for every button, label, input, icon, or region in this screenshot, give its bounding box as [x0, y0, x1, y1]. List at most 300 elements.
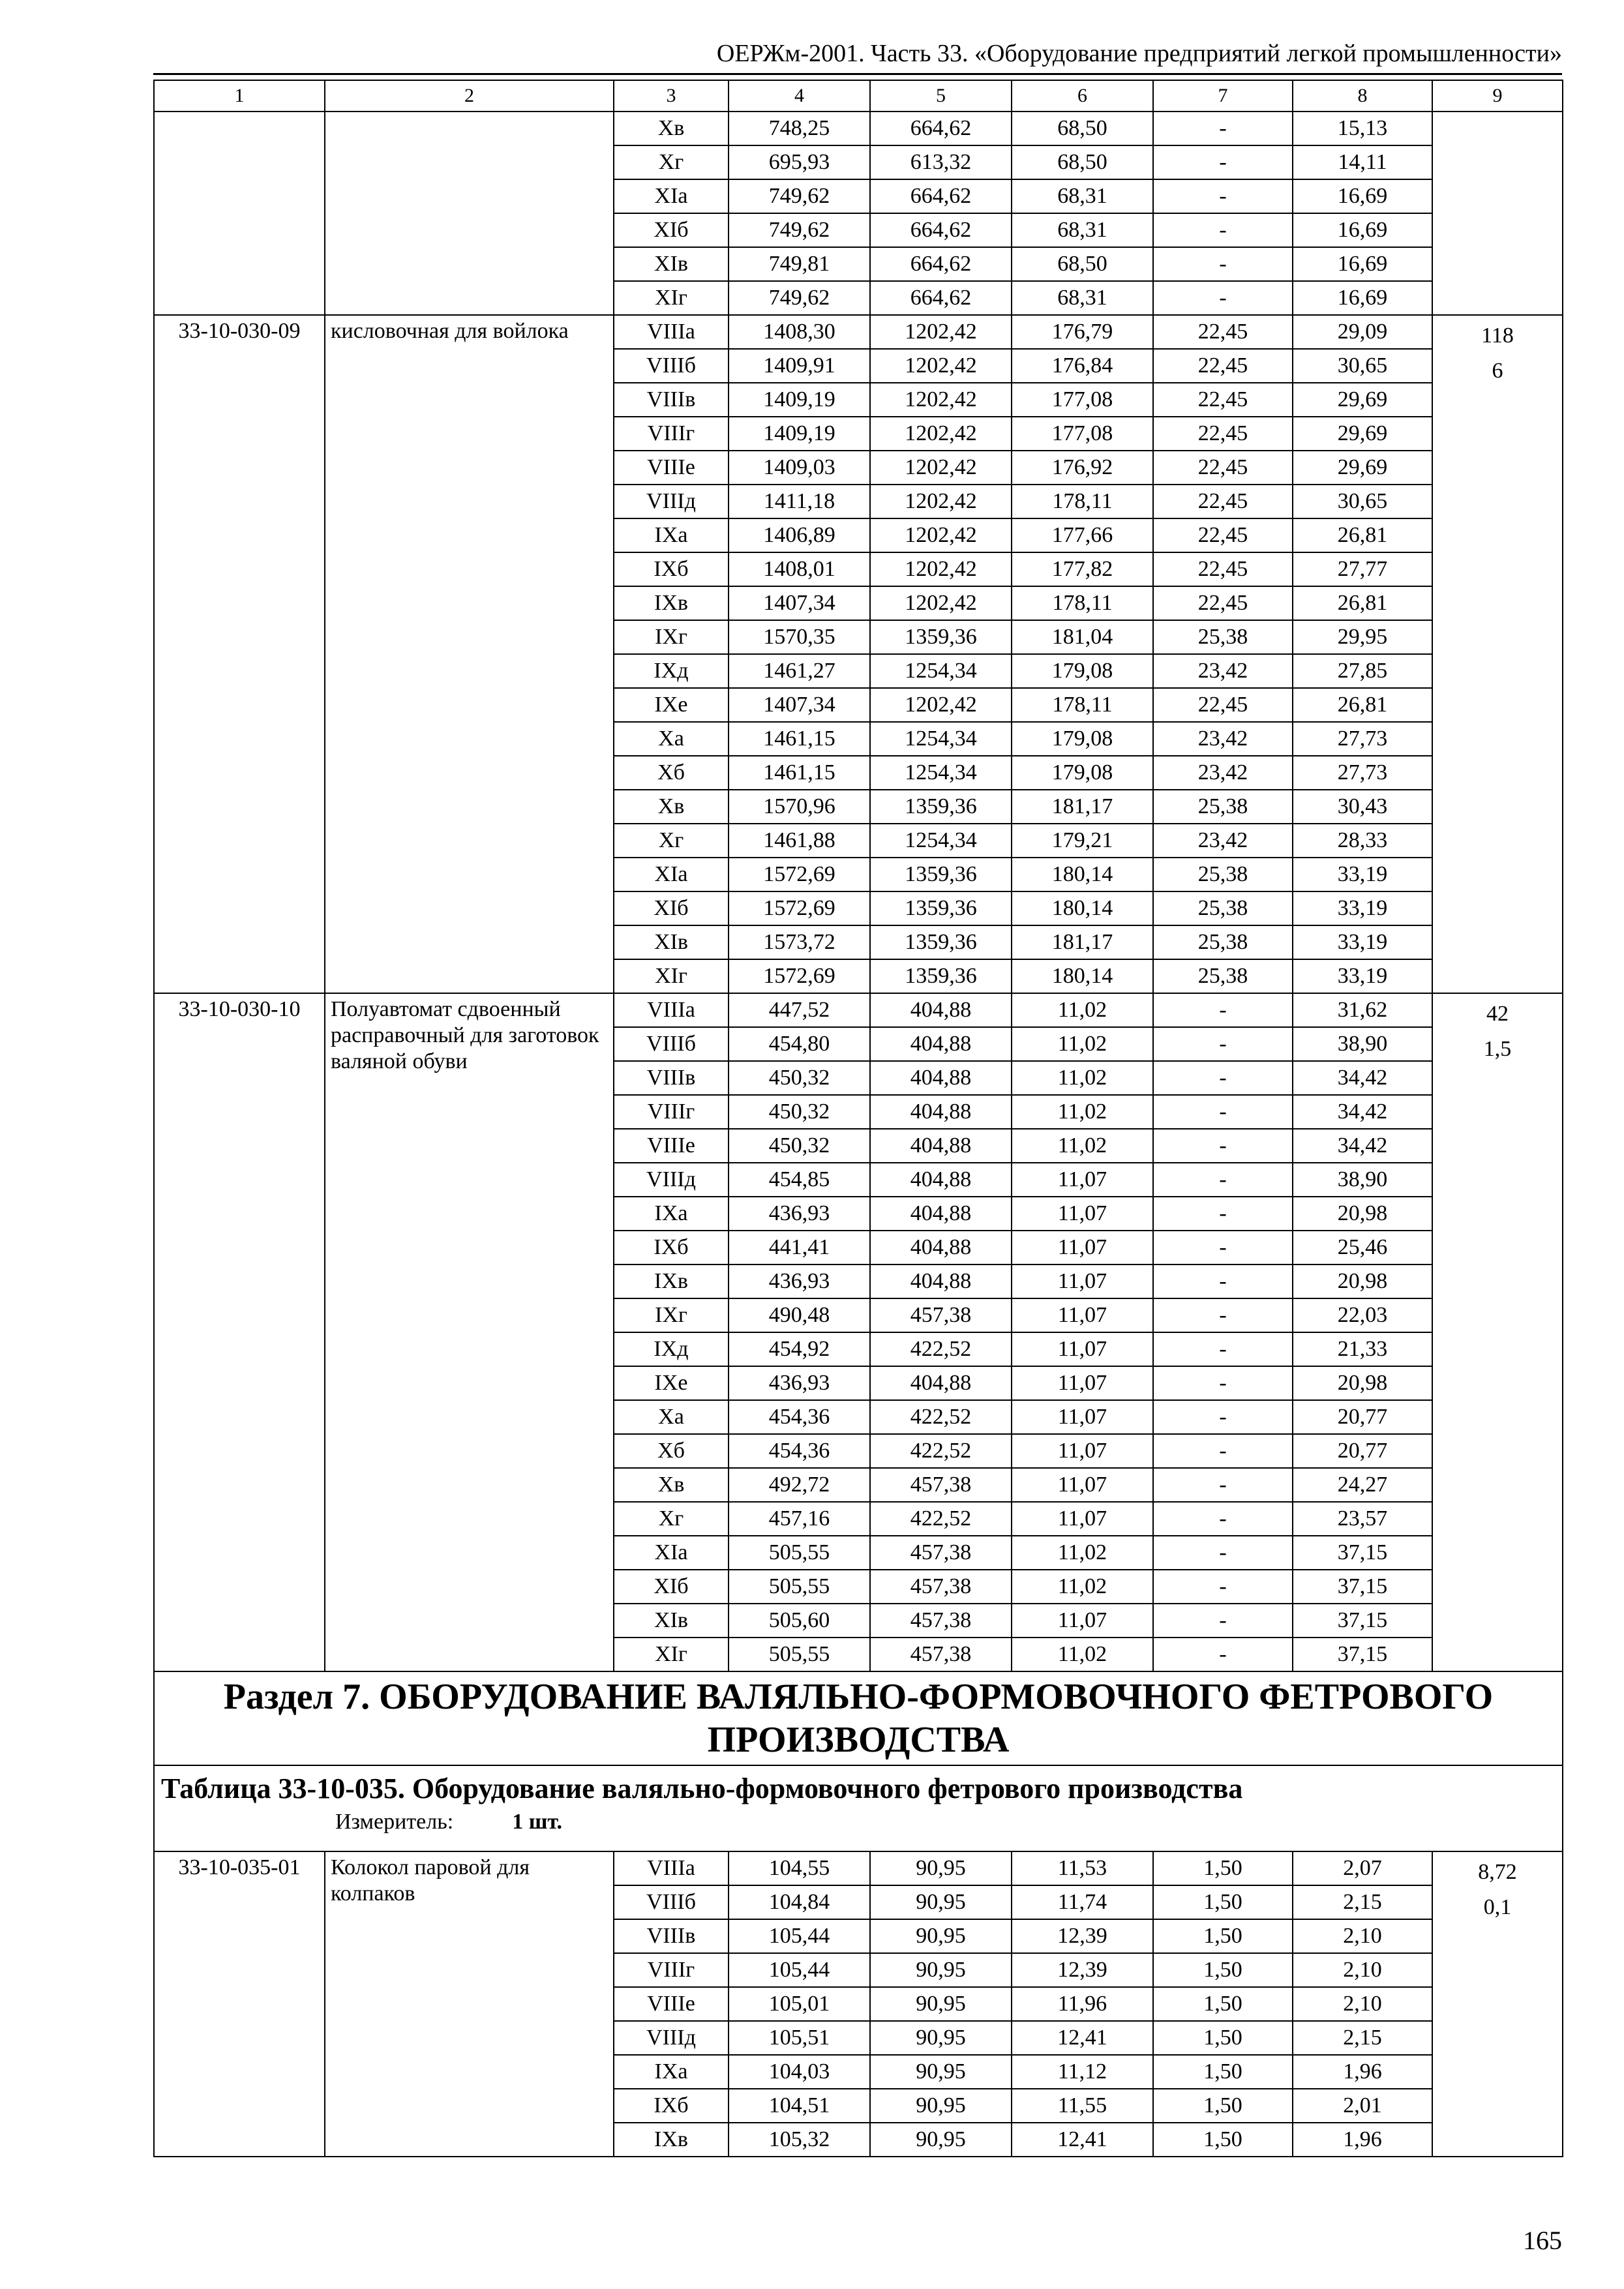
value-cell: 27,73 [1293, 722, 1432, 756]
value-cell: 11,96 [1012, 1987, 1153, 2021]
column-9-value: 1,5 [1483, 1037, 1512, 1061]
value-cell: - [1153, 1027, 1293, 1061]
value-cell: 11,07 [1012, 1604, 1153, 1638]
column-number: 1 [154, 80, 325, 112]
zone-code: VIIIе [614, 1129, 729, 1163]
value-cell: 11,02 [1012, 1095, 1153, 1129]
value-cell: 749,62 [729, 281, 870, 315]
value-cell: 68,31 [1012, 179, 1153, 213]
value-cell: 457,16 [729, 1502, 870, 1536]
value-cell: 11,55 [1012, 2089, 1153, 2123]
value-cell: 454,36 [729, 1434, 870, 1468]
value-cell: 1408,30 [729, 315, 870, 349]
value-cell: - [1153, 1163, 1293, 1197]
value-cell: 404,88 [870, 1027, 1012, 1061]
value-cell: 37,15 [1293, 1638, 1432, 1671]
value-cell: 1359,36 [870, 790, 1012, 824]
value-cell: 90,95 [870, 2089, 1012, 2123]
zone-code: IXе [614, 1366, 729, 1400]
value-cell: 25,46 [1293, 1231, 1432, 1264]
column-9-values [1432, 112, 1563, 315]
value-cell: 38,90 [1293, 1163, 1432, 1197]
value-cell: 16,69 [1293, 247, 1432, 281]
value-cell: 22,45 [1153, 417, 1293, 451]
value-cell: 1572,69 [729, 891, 870, 925]
zone-code: VIIIд [614, 1163, 729, 1197]
column-number: 4 [729, 80, 870, 112]
value-cell: 22,03 [1293, 1298, 1432, 1332]
value-cell: 11,07 [1012, 1400, 1153, 1434]
value-cell: 23,42 [1153, 722, 1293, 756]
zone-code: VIIIб [614, 1027, 729, 1061]
value-cell: 2,01 [1293, 2089, 1432, 2123]
value-cell: 90,95 [870, 2055, 1012, 2089]
value-cell: 450,32 [729, 1061, 870, 1095]
zone-code: VIIIв [614, 1919, 729, 1953]
value-cell: 22,45 [1153, 349, 1293, 383]
zone-code: Хв [614, 1468, 729, 1502]
value-cell: 22,45 [1153, 586, 1293, 620]
value-cell: 505,55 [729, 1638, 870, 1671]
value-cell: - [1153, 1298, 1293, 1332]
value-cell: 1407,34 [729, 586, 870, 620]
value-cell: 11,07 [1012, 1434, 1153, 1468]
value-cell: 664,62 [870, 281, 1012, 315]
value-cell: 90,95 [870, 1885, 1012, 1919]
rate-code [154, 112, 325, 315]
value-cell: 178,11 [1012, 485, 1153, 518]
value-cell: 105,44 [729, 1953, 870, 1987]
value-cell: 1202,42 [870, 417, 1012, 451]
value-cell: 12,41 [1012, 2123, 1153, 2157]
value-cell: 22,45 [1153, 451, 1293, 485]
value-cell: 180,14 [1012, 959, 1153, 993]
value-cell: 436,93 [729, 1264, 870, 1298]
value-cell: 90,95 [870, 2123, 1012, 2157]
value-cell: 20,77 [1293, 1434, 1432, 1468]
table-row [154, 993, 1563, 1027]
value-cell: 749,62 [729, 213, 870, 247]
value-cell: 1,50 [1153, 1919, 1293, 1953]
value-cell: 664,62 [870, 247, 1012, 281]
value-cell: 11,02 [1012, 1570, 1153, 1604]
value-cell: 1202,42 [870, 518, 1012, 552]
zone-code: XIб [614, 213, 729, 247]
zone-code: IXг [614, 1298, 729, 1332]
value-cell: 1572,69 [729, 959, 870, 993]
zone-code: Хб [614, 1434, 729, 1468]
value-cell: 404,88 [870, 1366, 1012, 1400]
zone-code: XIб [614, 1570, 729, 1604]
value-cell: 11,07 [1012, 1264, 1153, 1298]
value-cell: 30,43 [1293, 790, 1432, 824]
value-cell: 176,92 [1012, 451, 1153, 485]
value-cell: 24,27 [1293, 1468, 1432, 1502]
value-cell: - [1153, 213, 1293, 247]
zone-code: Ха [614, 1400, 729, 1434]
zone-code: IXб [614, 552, 729, 586]
value-cell: 105,01 [729, 1987, 870, 2021]
value-cell: 492,72 [729, 1468, 870, 1502]
value-cell: - [1153, 1197, 1293, 1231]
measure-line [161, 1806, 1556, 1838]
value-cell: 11,02 [1012, 1061, 1153, 1095]
value-cell: - [1153, 145, 1293, 179]
value-cell: 749,81 [729, 247, 870, 281]
value-cell: 23,42 [1153, 654, 1293, 688]
value-cell: - [1153, 1468, 1293, 1502]
value-cell: - [1153, 1400, 1293, 1434]
value-cell: 15,13 [1293, 112, 1432, 145]
value-cell: 695,93 [729, 145, 870, 179]
value-cell: 105,32 [729, 2123, 870, 2157]
value-cell: 11,07 [1012, 1502, 1153, 1536]
value-cell: 2,07 [1293, 1851, 1432, 1885]
zone-code: VIIIг [614, 417, 729, 451]
value-cell: 179,21 [1012, 824, 1153, 858]
rate-code: 33-10-030-10 [154, 993, 325, 1671]
value-cell: 26,81 [1293, 518, 1432, 552]
zone-code: IXб [614, 2089, 729, 2123]
value-cell: 179,08 [1012, 722, 1153, 756]
value-cell: 16,69 [1293, 179, 1432, 213]
value-cell: 104,55 [729, 1851, 870, 1885]
value-cell: 11,07 [1012, 1298, 1153, 1332]
zone-code: XIг [614, 1638, 729, 1671]
value-cell: 177,82 [1012, 552, 1153, 586]
value-cell: 180,14 [1012, 858, 1153, 891]
value-cell: 29,69 [1293, 383, 1432, 417]
zone-code: VIIIе [614, 1987, 729, 2021]
value-cell: 33,19 [1293, 959, 1432, 993]
column-9-values [1432, 993, 1563, 1671]
value-cell: 90,95 [870, 1851, 1012, 1885]
equipment-name: кисловочная для войлока [325, 315, 614, 993]
value-cell: 90,95 [870, 1919, 1012, 1953]
measure-value: 1 шт. [512, 1810, 563, 1834]
value-cell: 457,38 [870, 1536, 1012, 1570]
column-9-values [1432, 1851, 1563, 2157]
zone-code: XIв [614, 925, 729, 959]
value-cell: 178,11 [1012, 586, 1153, 620]
value-cell: 1,50 [1153, 2123, 1293, 2157]
zone-code: IXа [614, 1197, 729, 1231]
value-cell: - [1153, 179, 1293, 213]
value-cell: 1,50 [1153, 2089, 1293, 2123]
value-cell: 16,69 [1293, 281, 1432, 315]
zone-code: VIIIб [614, 349, 729, 383]
value-cell: - [1153, 1332, 1293, 1366]
value-cell: 457,38 [870, 1468, 1012, 1502]
value-cell: 11,07 [1012, 1468, 1153, 1502]
column-number: 7 [1153, 80, 1293, 112]
value-cell: 28,33 [1293, 824, 1432, 858]
equipment-name: Колокол паровой для колпаков [325, 1851, 614, 2157]
value-cell: 25,38 [1153, 959, 1293, 993]
value-cell: 2,10 [1293, 1987, 1432, 2021]
zone-code: XIб [614, 891, 729, 925]
value-cell: 25,38 [1153, 790, 1293, 824]
column-number: 2 [325, 80, 614, 112]
value-cell: 34,42 [1293, 1129, 1432, 1163]
value-cell: 16,69 [1293, 213, 1432, 247]
zone-code: XIв [614, 1604, 729, 1638]
value-cell: 176,79 [1012, 315, 1153, 349]
value-cell: 21,33 [1293, 1332, 1432, 1366]
value-cell: 1359,36 [870, 925, 1012, 959]
value-cell: 68,50 [1012, 247, 1153, 281]
value-cell: 450,32 [729, 1129, 870, 1163]
value-cell: 454,80 [729, 1027, 870, 1061]
section-title: Раздел 7. ОБОРУДОВАНИЕ ВАЛЯЛЬНО-ФОРМОВОЧНОГО ФЕТРОВОГО ПРОИЗВОДСТВА [154, 1671, 1563, 1765]
value-cell: 1461,15 [729, 756, 870, 790]
value-cell: 22,45 [1153, 552, 1293, 586]
rate-code: 33-10-035-01 [154, 1851, 325, 2157]
value-cell: 2,10 [1293, 1953, 1432, 1987]
value-cell: 12,39 [1012, 1953, 1153, 1987]
value-cell: 457,38 [870, 1638, 1012, 1671]
zone-code: IXв [614, 586, 729, 620]
value-cell: 20,98 [1293, 1366, 1432, 1400]
value-cell: 29,09 [1293, 315, 1432, 349]
zone-code: XIа [614, 1536, 729, 1570]
value-cell: 1573,72 [729, 925, 870, 959]
value-cell: 177,66 [1012, 518, 1153, 552]
zone-code: VIIIв [614, 1061, 729, 1095]
value-cell: 1409,91 [729, 349, 870, 383]
value-cell: 404,88 [870, 1197, 1012, 1231]
column-9-value: 0,1 [1483, 1895, 1512, 1919]
value-cell: 2,15 [1293, 1885, 1432, 1919]
value-cell: 176,84 [1012, 349, 1153, 383]
value-cell: 454,85 [729, 1163, 870, 1197]
value-cell: 1,50 [1153, 1953, 1293, 1987]
value-cell: 11,74 [1012, 1885, 1153, 1919]
value-cell: 22,45 [1153, 688, 1293, 722]
zone-code: IXд [614, 1332, 729, 1366]
value-cell: 11,02 [1012, 1536, 1153, 1570]
value-cell: 1254,34 [870, 756, 1012, 790]
value-cell: 11,07 [1012, 1163, 1153, 1197]
value-cell: 25,38 [1153, 858, 1293, 891]
value-cell: 26,81 [1293, 688, 1432, 722]
value-cell: 404,88 [870, 1095, 1012, 1129]
zone-code: VIIIд [614, 485, 729, 518]
value-cell: 11,02 [1012, 1027, 1153, 1061]
table-heading-row [154, 1765, 1563, 1851]
value-cell: 20,98 [1293, 1197, 1432, 1231]
value-cell: 11,02 [1012, 1129, 1153, 1163]
value-cell: 447,52 [729, 993, 870, 1027]
column-number: 3 [614, 80, 729, 112]
value-cell: 181,17 [1012, 790, 1153, 824]
value-cell: 457,38 [870, 1604, 1012, 1638]
value-cell: 1202,42 [870, 688, 1012, 722]
value-cell: 179,08 [1012, 654, 1153, 688]
value-cell: 749,62 [729, 179, 870, 213]
value-cell: 68,31 [1012, 213, 1153, 247]
value-cell: 1570,35 [729, 620, 870, 654]
value-cell: 33,19 [1293, 858, 1432, 891]
value-cell: 104,84 [729, 1885, 870, 1919]
value-cell: 11,12 [1012, 2055, 1153, 2089]
zone-code: VIIIа [614, 315, 729, 349]
zone-code: XIг [614, 959, 729, 993]
value-cell: 181,04 [1012, 620, 1153, 654]
zone-code: IXв [614, 1264, 729, 1298]
column-number: 8 [1293, 80, 1432, 112]
value-cell: 1254,34 [870, 722, 1012, 756]
value-cell: 90,95 [870, 1953, 1012, 1987]
value-cell: 1202,42 [870, 383, 1012, 417]
value-cell: - [1153, 1095, 1293, 1129]
value-cell: 664,62 [870, 112, 1012, 145]
value-cell: 11,53 [1012, 1851, 1153, 1885]
zone-code: IXд [614, 654, 729, 688]
table-row [154, 315, 1563, 349]
value-cell: 1,50 [1153, 2021, 1293, 2055]
value-cell: 30,65 [1293, 485, 1432, 518]
value-cell: 422,52 [870, 1502, 1012, 1536]
zone-code: Хв [614, 790, 729, 824]
value-cell: 105,44 [729, 1919, 870, 1953]
column-9-values [1432, 315, 1563, 993]
value-cell: 436,93 [729, 1366, 870, 1400]
value-cell: 20,77 [1293, 1400, 1432, 1434]
value-cell: - [1153, 1366, 1293, 1400]
value-cell: 105,51 [729, 2021, 870, 2055]
value-cell: 454,36 [729, 1400, 870, 1434]
value-cell: 27,85 [1293, 654, 1432, 688]
value-cell: 664,62 [870, 213, 1012, 247]
value-cell: 1,50 [1153, 1987, 1293, 2021]
value-cell: 104,03 [729, 2055, 870, 2089]
value-cell: 90,95 [870, 1987, 1012, 2021]
value-cell: 178,11 [1012, 688, 1153, 722]
zone-code: Хб [614, 756, 729, 790]
value-cell: - [1153, 1570, 1293, 1604]
column-9-value: 6 [1492, 359, 1503, 383]
value-cell: 22,45 [1153, 485, 1293, 518]
value-cell: - [1153, 247, 1293, 281]
value-cell: 613,32 [870, 145, 1012, 179]
zone-code: VIIIа [614, 993, 729, 1027]
value-cell: 1,50 [1153, 2055, 1293, 2089]
value-cell: 20,98 [1293, 1264, 1432, 1298]
zone-code: XIв [614, 247, 729, 281]
value-cell: - [1153, 1434, 1293, 1468]
value-cell: - [1153, 112, 1293, 145]
value-cell: 1461,27 [729, 654, 870, 688]
value-cell: 422,52 [870, 1434, 1012, 1468]
value-cell: 1359,36 [870, 858, 1012, 891]
value-cell: 748,25 [729, 112, 870, 145]
value-cell: 1570,96 [729, 790, 870, 824]
value-cell: 11,07 [1012, 1197, 1153, 1231]
header-rule [153, 73, 1562, 75]
value-cell: 27,77 [1293, 552, 1432, 586]
zone-code: Хг [614, 145, 729, 179]
value-cell: 404,88 [870, 1129, 1012, 1163]
value-cell: 177,08 [1012, 383, 1153, 417]
value-cell: 22,45 [1153, 315, 1293, 349]
value-cell: 1254,34 [870, 654, 1012, 688]
value-cell: 22,45 [1153, 383, 1293, 417]
value-cell: 11,07 [1012, 1231, 1153, 1264]
value-cell: 37,15 [1293, 1604, 1432, 1638]
value-cell: 454,92 [729, 1332, 870, 1366]
value-cell: 23,42 [1153, 756, 1293, 790]
value-cell: 1461,88 [729, 824, 870, 858]
zone-code: IXб [614, 1231, 729, 1264]
value-cell: 1202,42 [870, 349, 1012, 383]
zone-code: IXв [614, 2123, 729, 2157]
column-number: 5 [870, 80, 1012, 112]
value-cell: 12,39 [1012, 1919, 1153, 1953]
value-cell: 31,62 [1293, 993, 1432, 1027]
value-cell: 457,38 [870, 1570, 1012, 1604]
value-cell: 664,62 [870, 179, 1012, 213]
value-cell: - [1153, 281, 1293, 315]
zone-code: XIа [614, 179, 729, 213]
value-cell: 23,42 [1153, 824, 1293, 858]
value-cell: 104,51 [729, 2089, 870, 2123]
value-cell: 1202,42 [870, 586, 1012, 620]
value-cell: 30,65 [1293, 349, 1432, 383]
value-cell: 11,07 [1012, 1366, 1153, 1400]
table-row [154, 112, 1563, 145]
value-cell: 505,55 [729, 1570, 870, 1604]
value-cell: 457,38 [870, 1298, 1012, 1332]
rates-table [153, 80, 1563, 2157]
value-cell: 29,69 [1293, 451, 1432, 485]
value-cell: 14,11 [1293, 145, 1432, 179]
value-cell: - [1153, 1129, 1293, 1163]
zone-code: VIIIа [614, 1851, 729, 1885]
value-cell: 1409,03 [729, 451, 870, 485]
table-heading [154, 1765, 1563, 1851]
value-cell: - [1153, 1502, 1293, 1536]
value-cell: 68,50 [1012, 112, 1153, 145]
value-cell: 27,73 [1293, 756, 1432, 790]
value-cell: 38,90 [1293, 1027, 1432, 1061]
value-cell: 490,48 [729, 1298, 870, 1332]
value-cell: - [1153, 1061, 1293, 1095]
value-cell: 25,38 [1153, 620, 1293, 654]
value-cell: 1,50 [1153, 1885, 1293, 1919]
value-cell: 26,81 [1293, 586, 1432, 620]
column-number: 9 [1432, 80, 1563, 112]
value-cell: 404,88 [870, 1061, 1012, 1095]
value-cell: 1202,42 [870, 315, 1012, 349]
zone-code: Хв [614, 112, 729, 145]
column-9-value: 42 [1486, 1002, 1509, 1026]
value-cell: 436,93 [729, 1197, 870, 1231]
zone-code: XIа [614, 858, 729, 891]
equipment-name [325, 112, 614, 315]
table-row [154, 1851, 1563, 1885]
value-cell: 1406,89 [729, 518, 870, 552]
value-cell: 181,17 [1012, 925, 1153, 959]
column-number-row [154, 80, 1563, 112]
value-cell: 505,55 [729, 1536, 870, 1570]
value-cell: 1408,01 [729, 552, 870, 586]
value-cell: - [1153, 993, 1293, 1027]
value-cell: 1202,42 [870, 451, 1012, 485]
value-cell: 25,38 [1153, 891, 1293, 925]
value-cell: 11,07 [1012, 1332, 1153, 1366]
value-cell: 404,88 [870, 1231, 1012, 1264]
